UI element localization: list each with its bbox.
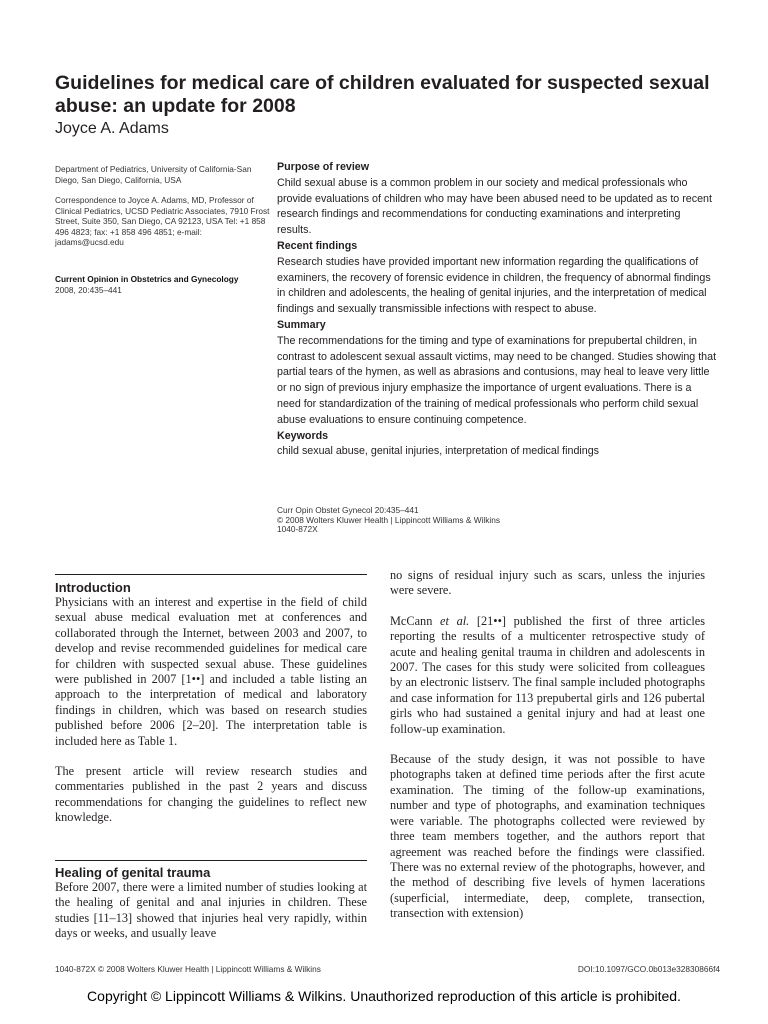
citation-line-3: 1040-872X	[277, 524, 318, 535]
findings-heading: Recent findings	[277, 239, 358, 252]
healing-section	[55, 865, 367, 942]
purpose-text: Child sexual abuse is a common problem in our society and medical professionals who provide evaluations of children who may have been abused need to be updated as to recent research findings and recommendations for conducting examinations and interpreting results.	[277, 176, 712, 237]
affiliation-correspondence: Correspondence to Joyce A. Adams, MD, Professor of Clinical Pediatrics, UCSD Pediatric Associates, 7910 Frost Street, Suite 350, San Diego, CA 92123, USA Tel: +1 858 496 4823; fax: +1 858 496 4851; e-mail: jadams@ucsd.edu	[55, 195, 270, 248]
purpose-heading: Purpose of review	[277, 161, 370, 173]
p2-body: published the first of three articles reporting the results of a multicenter retrospective study of acute and healing genital trauma in children and adolescents in 2007. The cases for this study were solicited from colleagues by an electronic listserv. The final sample included photographs and case information for 113 prepubertal girls and 126 pubertal girls who had sustained a genital injury and had at least one follow-up examination.	[390, 613, 706, 736]
affiliation-department: Department of Pediatrics, University of California-San Diego, San Diego, California, USA	[55, 164, 252, 185]
footer-left: 1040-872X © 2008 Wolters Kluwer Health | Lippincott Williams & Wilkins	[55, 964, 321, 974]
right-column	[390, 568, 705, 922]
article-title: Guidelines for medical care of children evaluated for suspected sexual abuse: an update for 2008	[55, 72, 710, 117]
section-divider-healing	[55, 860, 367, 861]
left-column	[55, 580, 367, 826]
findings-text: Research studies have provided important new information regarding the qualifications of examiners, the recovery of forensic evidence in children, the frequency of abnormal findings in children and adolescents, the healing of genital injuries, and the interpretation of medical findings and sexually transmissible infections with respect to abuse.	[277, 255, 711, 316]
intro-paragraph-2: The present article will review research studies and commentaries published in the past 2 years and discuss recommendations for changing the guidelines to reflect new knowledge.	[55, 764, 367, 825]
right-paragraph-1: no signs of residual injury such as scars, unless the injuries were severe.	[390, 568, 705, 598]
summary-text: The recommendations for the timing and type of examinations for prepubertal children, in contrast to adolescent sexual assault victims, may need to be changed. Studies showing that partial tears of the hymen, as well as abrasions and contusions, may heal to leave very little or no sign of previous injury emphasize the importance of urgent evaluations. There is a need for standardization of the training of medical professionals who perform child sexual abuse evaluations to ensure continuing competence.	[277, 334, 717, 426]
healing-heading: Healing of genital trauma	[55, 865, 211, 880]
summary-heading: Summary	[277, 318, 326, 331]
citation-line-1: Curr Opin Obstet Gynecol 20:435–441	[277, 505, 419, 515]
intro-heading: Introduction	[55, 580, 131, 595]
footer-doi: DOI:10.1097/GCO.0b013e32830866f4	[577, 964, 720, 974]
keywords-text: child sexual abuse, genital injuries, interpretation of medical findings	[277, 445, 599, 458]
intro-paragraph-1: Physicians with an interest and expertise in the field of child sexual abuse medical evaluation met at conferences and collaborated through the Internet, between 2003 and 2007, to develop and revise recommended guidelines for medical care for children with suspected sexual abuse. These guidelines were published in 2007 [1••] and included a table listing an approach to the interpretation of medical and laboratory findings in children, which was based on research studies published before 2006 [2–20]. The interpretation table is included here as Table 1.	[55, 595, 367, 748]
keywords-heading: Keywords	[277, 429, 329, 442]
healing-paragraph-1: Before 2007, there were a limited number of studies looking at the healing of genital and anal injuries in children. These studies [11–13] showed that injuries heal very rapidly, within days or weeks, and usually leave	[55, 880, 367, 941]
journal-info	[55, 274, 270, 295]
journal-ref: 2008, 20:435–441	[55, 284, 122, 295]
copyright-notice: Copyright © Lippincott Williams & Wilkins. Unauthorized reproduction of this article is prohibited.	[87, 988, 681, 1004]
section-divider-left	[55, 574, 367, 575]
journal-name: Current Opinion in Obstetrics and Gynecology	[55, 274, 239, 284]
p2-author: McCann	[390, 613, 441, 628]
right-paragraph-2	[390, 614, 705, 737]
right-paragraph-3: Because of the study design, it was not possible to have photographs taken at defined time periods after the first acute examination. The timing of the follow-up examinations, number and type of photographs, and examination techniques were variable. The photographs collected were reviewed by three team members together, and the authors report that agreement was reached before the findings were classified. There was no external review of the photographs, however, and the method of describing five levels of hymen lacerations (superficial, intermediate, deep, complete, transection, transection with extension)	[390, 752, 705, 921]
abstract	[277, 160, 717, 460]
citation-block	[277, 506, 500, 535]
citation-line-2: © 2008 Wolters Kluwer Health | Lippincott Williams & Wilkins	[277, 514, 500, 525]
p2-reference: [21••]	[469, 613, 506, 628]
author-name: Joyce A. Adams	[55, 120, 169, 137]
p2-etal: et al.	[440, 613, 470, 628]
